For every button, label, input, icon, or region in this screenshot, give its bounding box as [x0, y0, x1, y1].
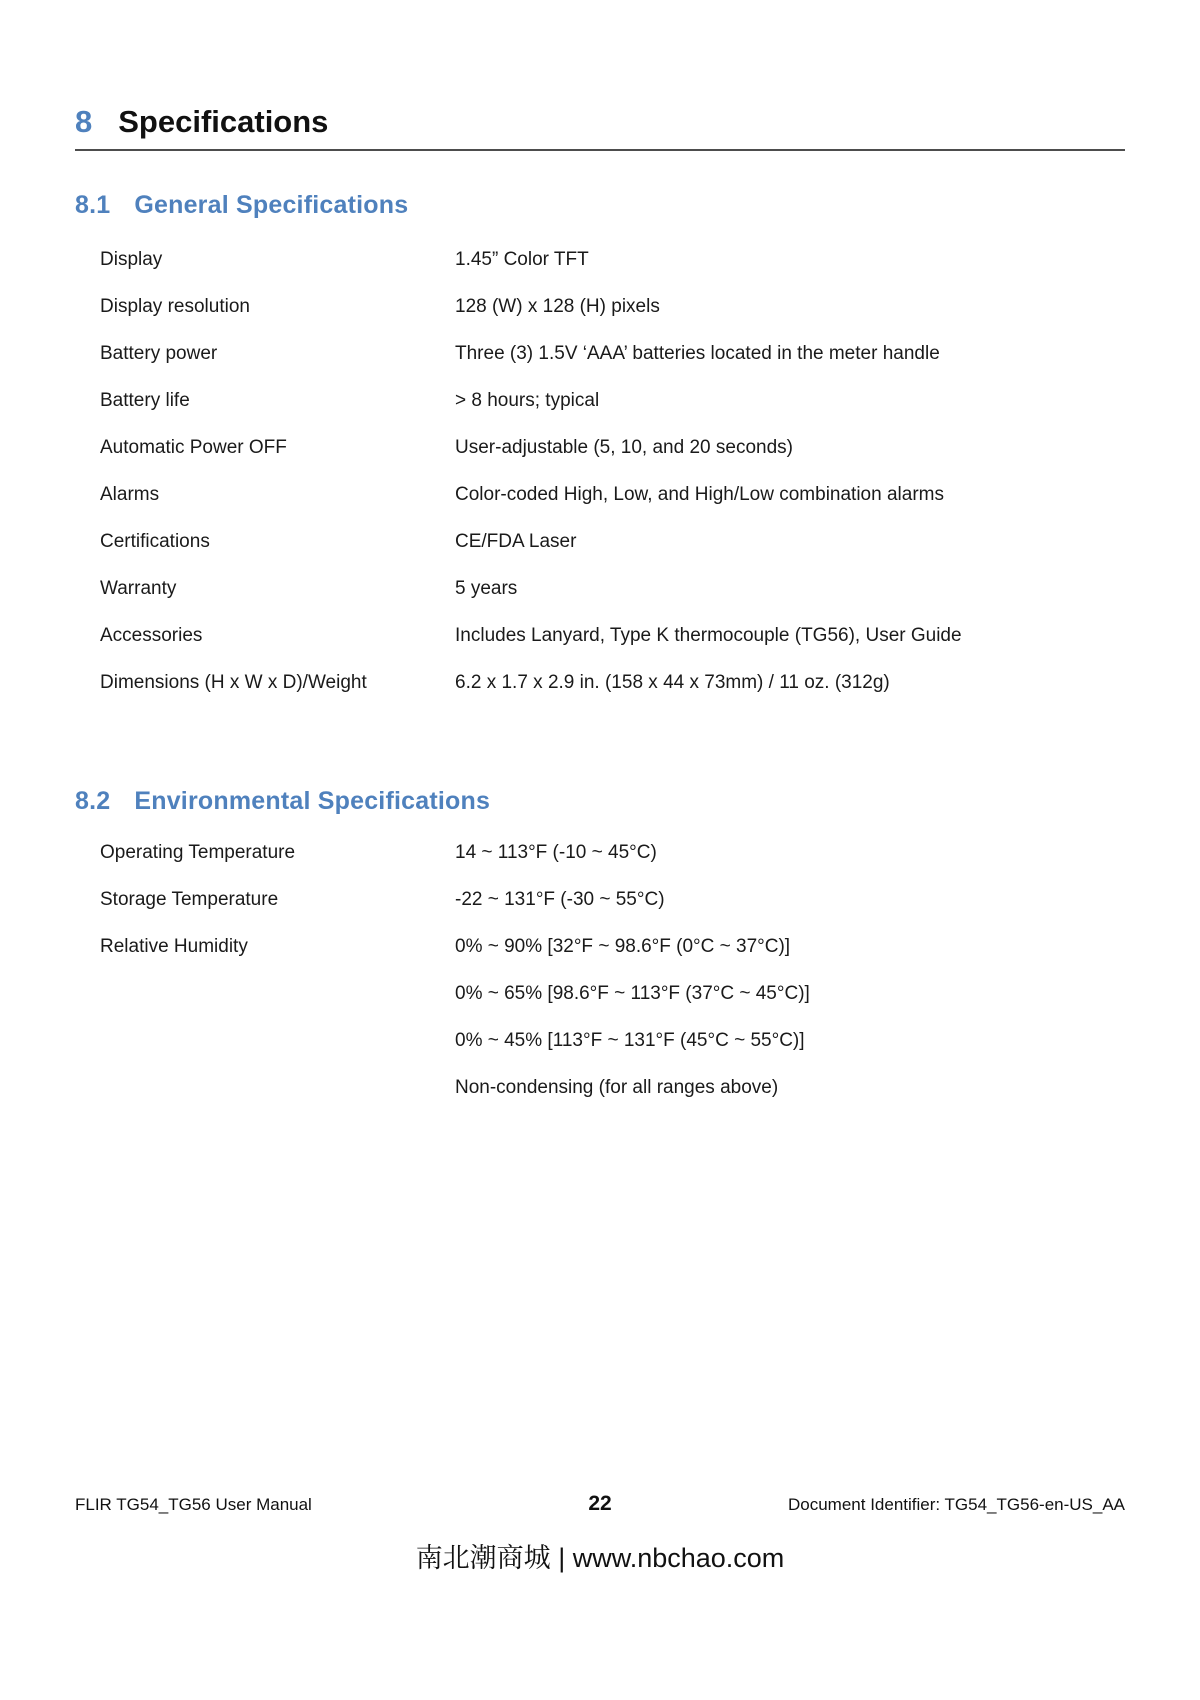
vendor-watermark: 南北潮商城 | www.nbchao.com: [415, 1543, 785, 1573]
footer-page-number: 22: [588, 1492, 612, 1515]
spec-label: [100, 1077, 455, 1099]
spec-row: [100, 343, 1125, 365]
spec-row: [100, 936, 1125, 958]
spec-label: Storage Temperature: [100, 889, 279, 910]
spec-label: Operating Temperature: [100, 842, 296, 863]
spec-label: [100, 1030, 455, 1052]
spec-label: Battery power: [100, 343, 218, 364]
spec-row: [100, 249, 1125, 271]
section-environmental-specifications: [75, 787, 1125, 1099]
spec-value: 128 (W) x 128 (H) pixels: [455, 296, 660, 317]
spec-label: [100, 983, 455, 1005]
spec-row: [100, 296, 1125, 318]
spec-value: 5 years: [455, 578, 518, 599]
spec-row: [100, 578, 1125, 600]
spec-value: -22 ~ 131°F (-30 ~ 55°C): [455, 889, 665, 910]
spec-value: > 8 hours; typical: [455, 390, 600, 411]
spec-label: Display resolution: [100, 296, 250, 317]
spec-row: [100, 672, 1125, 694]
spec-row: [100, 1030, 1125, 1052]
section-general-specifications: [75, 191, 1125, 694]
spec-row: [100, 531, 1125, 553]
spec-label: Relative Humidity: [100, 936, 248, 957]
page-footer: [75, 1492, 1125, 1516]
section-number: 8.2: [75, 787, 111, 815]
spec-row: [100, 484, 1125, 506]
footer-document-name: FLIR TG54_TG56 User Manual: [75, 1495, 312, 1514]
spec-row: [100, 842, 1125, 864]
chapter-title: Specifications: [118, 104, 329, 139]
general-spec-table: [75, 249, 1125, 694]
spec-value: CE/FDA Laser: [455, 531, 577, 552]
spec-value: 1.45” Color TFT: [455, 249, 589, 270]
spec-label: Battery life: [100, 390, 190, 411]
footer-document-identifier: Document Identifier: TG54_TG56-en-US_AA: [788, 1495, 1126, 1514]
chapter-heading: [75, 104, 1125, 151]
spec-value: User-adjustable (5, 10, and 20 seconds): [455, 437, 793, 458]
section-heading: [75, 787, 1125, 816]
spec-label: Accessories: [100, 625, 203, 646]
spec-value: 0% ~ 90% [32°F ~ 98.6°F (0°C ~ 37°C)]: [455, 936, 791, 957]
spec-label: Display: [100, 249, 163, 270]
spec-label: Automatic Power OFF: [100, 437, 287, 458]
chapter-number: 8: [75, 104, 93, 139]
spec-value: Three (3) 1.5V ‘AAA’ batteries located in the meter handle: [455, 343, 940, 364]
section-number: 8.1: [75, 191, 111, 219]
spec-row: [100, 437, 1125, 459]
spec-label: Alarms: [100, 484, 160, 505]
spec-value: Non-condensing (for all ranges above): [455, 1077, 779, 1098]
section-heading: [75, 191, 1125, 220]
spec-value: Includes Lanyard, Type K thermocouple (TG56), User Guide: [455, 625, 962, 646]
spec-value: Color-coded High, Low, and High/Low combination alarms: [455, 484, 944, 505]
spec-label: Certifications: [100, 531, 210, 552]
spec-value: 6.2 x 1.7 x 2.9 in. (158 x 44 x 73mm) / 11 oz. (312g): [455, 672, 890, 693]
spec-row: [100, 390, 1125, 412]
section-title: General Specifications: [134, 191, 409, 219]
spec-row: [100, 983, 1125, 1005]
spec-row: [100, 625, 1125, 647]
section-title: Environmental Specifications: [134, 787, 491, 815]
spec-row: [100, 889, 1125, 911]
environmental-spec-table: [75, 842, 1125, 1099]
spec-value: 0% ~ 45% [113°F ~ 131°F (45°C ~ 55°C)]: [455, 1030, 805, 1051]
spec-label: Dimensions (H x W x D)/Weight: [100, 672, 367, 693]
spec-value: 14 ~ 113°F (-10 ~ 45°C): [455, 842, 657, 863]
spec-value: 0% ~ 65% [98.6°F ~ 113°F (37°C ~ 45°C)]: [455, 983, 810, 1004]
spec-row: [100, 1077, 1125, 1099]
spec-label: Warranty: [100, 578, 177, 599]
